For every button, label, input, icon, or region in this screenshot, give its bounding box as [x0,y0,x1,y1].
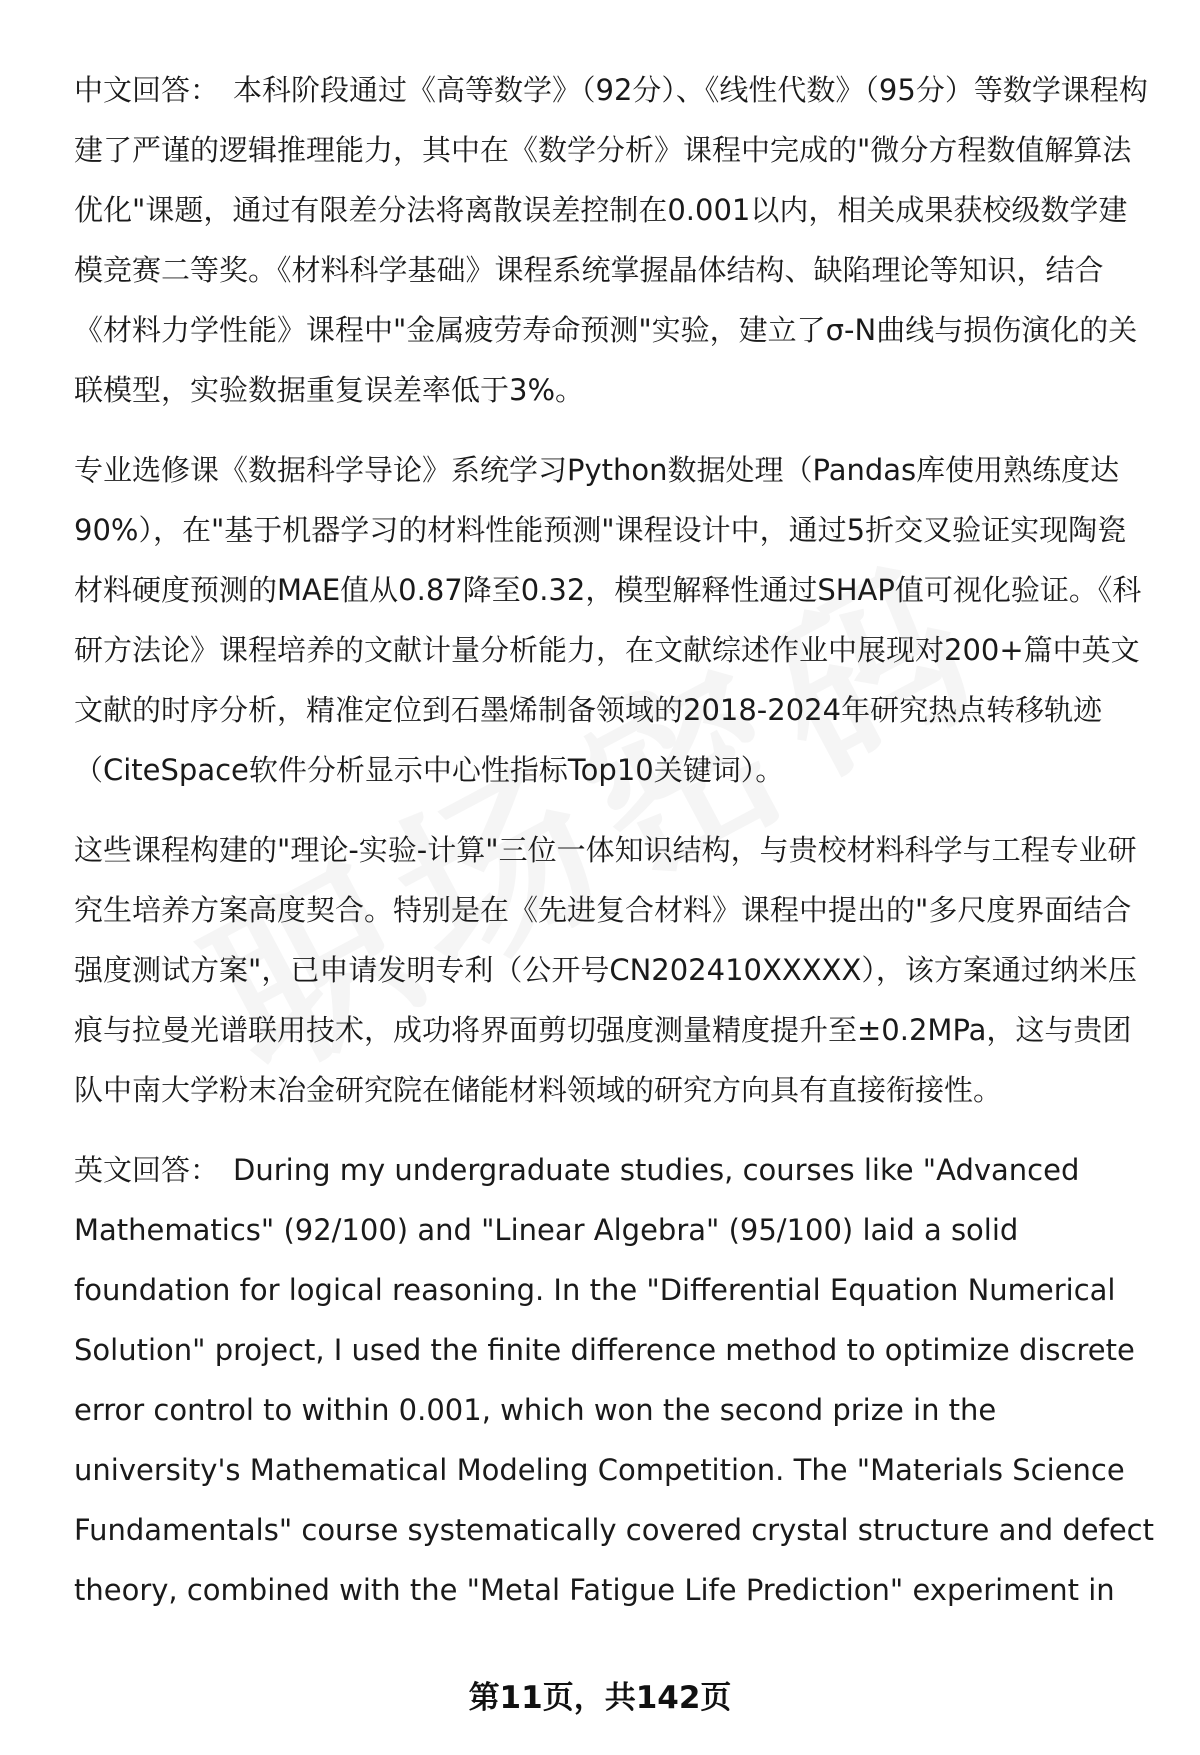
paragraph-chinese-answer-3 [74,820,1154,1120]
document-body [74,60,1154,1620]
paragraph-chinese-answer-1 [74,60,1154,420]
paragraph-chinese-answer-2 [74,440,1154,800]
paragraph-english-answer [74,1140,1154,1620]
english-answer-label: 英文回答： [74,1153,220,1187]
paragraph-text: 专业选修课《数据科学导论》系统学习Python数据处理（Pandas库使用熟练度达90%），在"基于机器学习的材料性能预测"课程设计中，通过5折交叉验证实现陶瓷材料硬度预测的MAE值从0.87降至0.32，模型解释性通过SHAP值可视化验证。《科研方法论》课程培养的文献计量分析能力，在文献综述作业中展现对200+篇中英文文献的时序分析，精准定位到石墨烯制备领域的2018-2024年研究热点转移轨迹（CiteSpace软件分析显示中心性指标Top10关键词）。 [74,453,1142,787]
page-number-footer: 第11页，共142页 [468,1680,732,1716]
paragraph-text: During my undergraduate studies, courses like "Advanced Mathematics" (92/100) and "Linear Algebra" (95/100) laid a solid foundation for logical reasoning. In the "Differential Equation Numerical Solution" project, I used the finite difference method to optimize discrete error control to within 0.001, which won the second prize in the university's Mathematical Modeling Competition. The "Materials Science Fundamentals" course systematically covered crystal structure and defect theory, combined with the "Metal Fatigue Life Prediction" experiment in [74,1153,1154,1607]
paragraph-text: 本科阶段通过《高等数学》（92分）、《线性代数》（95分）等数学课程构建了严谨的逻辑推理能力，其中在《数学分析》课程中完成的"微分方程数值解算法优化"课题，通过有限差分法将离散误差控制在0.001以内，相关成果获校级数学建模竞赛二等奖。《材料科学基础》课程系统掌握晶体结构、缺陷理论等知识，结合《材料力学性能》课程中"金属疲劳寿命预测"实验，建立了σ-N曲线与损伤演化的关联模型，实验数据重复误差率低于3%。 [74,73,1148,407]
paragraph-text: 这些课程构建的"理论-实验-计算"三位一体知识结构，与贵校材料科学与工程专业研究生培养方案高度契合。特别是在《先进复合材料》课程中提出的"多尺度界面结合强度测试方案"，已申请发明专利（公开号CN202410XXXXX），该方案通过纳米压痕与拉曼光谱联用技术，成功将界面剪切强度测量精度提升至±0.2MPa，这与贵团队中南大学粉末冶金研究院在储能材料领域的研究方向具有直接衔接性。 [74,833,1137,1107]
chinese-answer-label: 中文回答： [74,73,220,107]
